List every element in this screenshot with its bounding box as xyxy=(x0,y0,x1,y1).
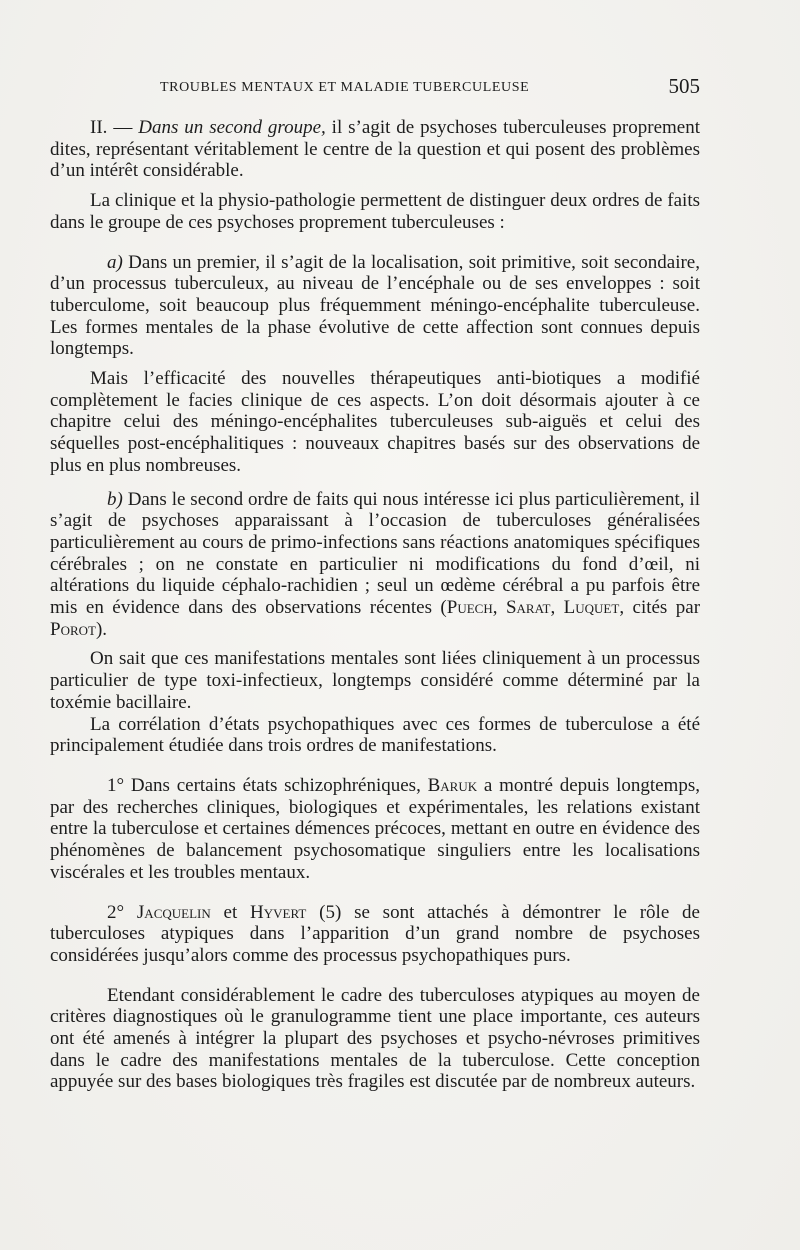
author-name: Luquet xyxy=(563,597,620,619)
item-marker: 1° xyxy=(107,774,125,796)
author-name: Sarat xyxy=(505,597,551,619)
running-title: TROUBLES MENTAUX ET MALADIE TUBERCULEUSE xyxy=(160,80,530,95)
citation-end: ). xyxy=(95,618,108,640)
page-header xyxy=(160,74,700,102)
paragraph-item-a xyxy=(50,252,700,361)
paragraph-text: La corrélation d’états psychopathiques avec ces formes de tuberculose a été principalement étudiée dans trois ordres de manifestations. xyxy=(50,713,700,757)
paragraph-text xyxy=(124,902,137,923)
paragraph-text: Mais l’efficacité des nouvelles thérapeutiques anti-biotiques a modifié complètement le facies clinique de ces aspects. L’on doit désormais ajouter à ce chapitre celui des méningo-encéphalites tuberculeuses sub-aiguës et celui des séquelles post-encéphalitiques : nouveaux chapitres basés sur des observations de plus en plus nombreuses. xyxy=(50,368,700,476)
citation-text: , cités par xyxy=(619,597,701,619)
author-name: Puech xyxy=(446,597,493,619)
separator: , xyxy=(550,597,564,619)
paragraph-text: Etendant considérablement le cadre des tuberculoses atypiques au moyen de critères diagnostiques où le granulogramme tient une place importante, ces auteurs ont été amenés à intégrer la plupart des psychoses et psycho-névroses primitives dans le cadre des manifestations mentales de la tuberculose. Cette conception appuyée sur des bases biologiques très fragiles est discutée par de nombreux auteurs. xyxy=(50,984,700,1093)
paragraph-text: La clinique et la physio-pathologie permettent de distinguer deux ordres de faits dans le groupe de ces psychoses proprement tuberculeuses : xyxy=(50,190,700,233)
paragraph-item-1 xyxy=(50,775,700,884)
paragraph-item-b xyxy=(50,489,700,641)
paragraph-text: Dans certains états schizophréniques, xyxy=(124,774,428,796)
item-marker: b) xyxy=(107,488,123,510)
author-name: Hyvert xyxy=(250,901,307,923)
page-number: 505 xyxy=(668,74,700,98)
paragraph-text: Dans le second ordre de faits qui nous intéresse ici plus particulièrement, il s’agit de psychoses apparaissant à l’occasion de tuberculoses généralisées particulièrement au cours de primo-infections sans réactions anatomiques spécifiques cérébrales ; on ne constate en particulier ni modifications du fond d’œil, ni altérations du liquide céphalo-rachidien ; seul un œdème cérébral a pu parfois être mis en évidence dans des observations récentes ( xyxy=(50,488,700,619)
item-marker: 2° xyxy=(107,901,125,923)
body-text xyxy=(50,117,700,1093)
author-name: Baruk xyxy=(427,774,478,796)
paragraph-atypical xyxy=(50,985,700,1094)
paragraph-text: Dans un premier, il s’agit de la localisation, soit primitive, soit secondaire, d’un processus tuberculeux, au niveau de l’encéphale ou de ses enveloppes : soit tuberculome, soit beaucoup plus fréquemment méningo-encéphalite tuberculeuse. Les formes mentales de la phase évolutive de cette affection sont connues depuis longtemps. xyxy=(50,251,700,360)
paragraph-text: a montré depuis longtemps, par des recherches cliniques, biologiques et expérimentales, les relations existant entre la tuberculose et certaines démences précoces, mettant en outre en évidence des phénomènes de balancement psychosomatique singuliers entre les localisations viscérales et les troubles mentaux. xyxy=(50,774,700,883)
author-name: Jacquelin xyxy=(136,901,211,923)
paragraph-item-2 xyxy=(50,902,700,967)
paragraph-text: et xyxy=(210,901,251,923)
section-label: II. — xyxy=(90,117,139,138)
paragraph-second-group xyxy=(50,117,700,182)
author-name: Porot xyxy=(50,618,96,640)
paragraph-text: il s’agit de psychoses tuberculeuses proprement dites, représentant véritablement le centre de la question et qui posent des problèmes d’un intérêt considérable. xyxy=(50,117,701,182)
paragraph-antibiotics xyxy=(50,368,700,477)
emphasis: Dans un second groupe, xyxy=(138,117,326,138)
paragraph-text: (5) se sont attachés à démontrer le rôle de tuberculoses atypiques dans l’apparition d’un grand nombre de psychoses considérées jusqu’alors comme des processus psychopathiques purs. xyxy=(50,901,700,966)
paragraph-distinction xyxy=(50,190,700,233)
paragraph-toxi-infectious xyxy=(50,648,700,713)
separator: , xyxy=(492,597,506,619)
item-marker: a) xyxy=(107,251,123,273)
paragraph-correlation xyxy=(50,714,700,757)
paragraph-text: On sait que ces manifestations mentales sont liées cliniquement à un processus particulier de type toxi-infectieux, longtemps considéré comme déterminé par la toxémie bacillaire. xyxy=(50,648,700,713)
